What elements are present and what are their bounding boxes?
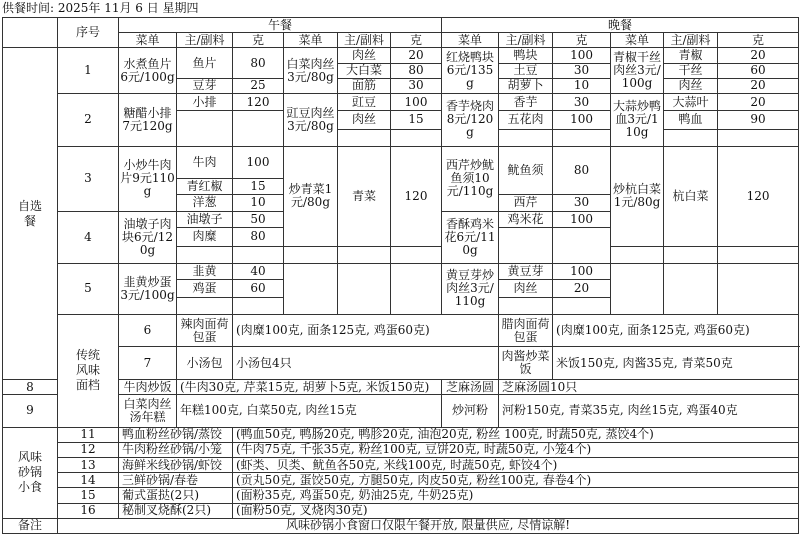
ingredient: 韭黄 xyxy=(177,264,233,280)
ingredient: 鸡蛋 xyxy=(177,280,233,297)
ingredient: 香芋 xyxy=(499,93,553,110)
ingredient: 肉丝 xyxy=(499,280,553,297)
dish-name: 西芹炒鱿鱼须10元/110g xyxy=(442,146,499,211)
row-number: 8 xyxy=(3,379,58,394)
ingredient xyxy=(664,129,718,146)
ingredient: 鸡米花 xyxy=(499,212,553,228)
weight: 20 xyxy=(391,48,442,63)
ingredient: 鸭血 xyxy=(664,111,718,129)
category-chuantong: 传统 风味 面档 xyxy=(58,314,119,427)
column-header: 菜单 xyxy=(284,33,338,48)
row-number: 14 xyxy=(58,473,119,488)
column-header: 克 xyxy=(553,33,611,48)
ingredient: 面筋 xyxy=(338,78,391,93)
dish-name: 糖醋小排7元120g xyxy=(119,93,177,146)
row-number: 3 xyxy=(58,146,119,211)
ingredient: 杭白菜 xyxy=(664,146,718,246)
weight: 50 xyxy=(233,212,284,228)
ingredient: 鸭块 xyxy=(499,48,553,63)
weight: 80 xyxy=(391,63,442,78)
dish-name: 鸭血粉丝砂锅/蒸饺 xyxy=(119,427,233,442)
row-number: 4 xyxy=(58,212,119,264)
dish-detail: (鸭血50克, 鸭肠20克, 鸭胗20克, 油泡20克, 粉丝 100克, 时蔬50克, 蒸饺4个) xyxy=(233,427,799,442)
dish-name: 韭黄炒蛋3元/100g xyxy=(119,264,177,315)
dish-detail: 米饭150克, 肉酱35克, 青菜50克 xyxy=(553,347,799,380)
ingredient: 洋葱 xyxy=(177,194,233,211)
weight: 10 xyxy=(233,194,284,211)
dish-name: 腊肉面荷包蛋 xyxy=(499,314,553,347)
weight xyxy=(233,297,284,314)
row-number: 1 xyxy=(58,48,119,94)
dish-name: 油墩子肉块6元/120g xyxy=(119,212,177,264)
ingredient: 小排 xyxy=(177,93,233,110)
weight: 80 xyxy=(233,48,284,78)
weight: 40 xyxy=(233,264,284,280)
dinner-header: 晚餐 xyxy=(442,18,799,33)
row-number: 15 xyxy=(58,488,119,503)
weight: 100 xyxy=(553,264,611,280)
weight: 100 xyxy=(553,111,611,129)
dish-name: 秘制叉烧酥(2只) xyxy=(119,503,233,518)
row-number: 11 xyxy=(58,427,119,442)
weight xyxy=(233,246,284,263)
dish-name: 白菜肉丝汤年糕 xyxy=(119,395,177,428)
weight xyxy=(553,129,611,146)
dish-name: 香芋烧肉8元/120g xyxy=(442,93,499,146)
weight: 120 xyxy=(391,146,442,246)
row-number: 7 xyxy=(119,347,177,380)
weight: 100 xyxy=(391,93,442,110)
dish-name: 红烧鸭块6元/135g xyxy=(442,48,499,94)
weight xyxy=(553,297,611,314)
weight: 80 xyxy=(233,228,284,246)
column-header: 主/副料 xyxy=(177,33,233,48)
weight: 100 xyxy=(553,48,611,63)
dish-detail: (肉糜100克, 面条125克, 鸡蛋60克) xyxy=(553,314,799,347)
dish-detail: 小汤包4只 xyxy=(233,347,499,380)
ingredient: 西芹 xyxy=(499,194,553,211)
dish-name: 牛肉粉丝砂锅/小笼 xyxy=(119,442,233,457)
dish-name: 肉酱炒菜饭 xyxy=(499,347,553,380)
ingredient: 土豆 xyxy=(499,63,553,78)
ingredient: 大蒜叶 xyxy=(664,93,718,110)
weight: 30 xyxy=(553,93,611,110)
ingredient xyxy=(664,264,718,315)
weight: 15 xyxy=(233,179,284,194)
dish-name: 炒青菜1元/80g xyxy=(284,146,338,246)
ingredient: 鱼片 xyxy=(177,48,233,78)
row-number: 6 xyxy=(119,314,177,347)
ingredient: 豇豆 xyxy=(338,93,391,110)
dish-detail: (面粉35克, 鸡蛋50克, 奶油25克, 牛奶25克) xyxy=(233,488,799,503)
ingredient: 肉丝 xyxy=(338,111,391,129)
dish-name: 炒河粉 xyxy=(442,395,499,428)
dish-detail: (面粉50克, 叉烧肉30克) xyxy=(233,503,799,518)
weight: 25 xyxy=(233,78,284,93)
weight: 100 xyxy=(553,212,611,228)
weight: 100 xyxy=(233,146,284,179)
dish-detail: (贡丸50克, 蛋饺50克, 方腿50克, 肉皮50克, 粉丝100克, 春卷4个) xyxy=(233,473,799,488)
ingredient: 牛肉 xyxy=(177,146,233,179)
weight: 60 xyxy=(718,63,799,78)
row-number: 2 xyxy=(58,93,119,146)
column-header: 序号 xyxy=(58,18,119,48)
column-header: 菜单 xyxy=(611,33,664,48)
ingredient: 青红椒 xyxy=(177,179,233,194)
dish-name: 小炒牛肉片9元110g xyxy=(119,146,177,211)
ingredient xyxy=(338,246,391,263)
dish-name: 海鲜米线砂锅/虾饺 xyxy=(119,458,233,473)
ingredient: 青菜 xyxy=(338,146,391,246)
ingredient xyxy=(177,246,233,263)
dish-name: 牛肉炒饭 xyxy=(119,379,177,394)
weight xyxy=(553,228,611,264)
weight xyxy=(233,111,284,147)
ingredient xyxy=(499,129,553,146)
ingredient: 豆芽 xyxy=(177,78,233,93)
weight: 10 xyxy=(553,78,611,93)
ingredient: 黄豆芽 xyxy=(499,264,553,280)
ingredient: 胡萝卜 xyxy=(499,78,553,93)
dish-detail: (牛肉75克, 千张35克, 粉丝100克, 豆饼20克, 时蔬50克, 小笼4个) xyxy=(233,442,799,457)
dish-name: 大蒜炒鸭血3元/110g xyxy=(611,93,664,146)
ingredient: 鱿鱼须 xyxy=(499,146,553,194)
dish-name: 三鲜砂锅/春卷 xyxy=(119,473,233,488)
weight: 90 xyxy=(718,111,799,129)
category-fengwei: 风味 砂锅 小食 xyxy=(3,427,58,518)
dish-name: 青椒干丝肉丝3元/100g xyxy=(611,48,664,94)
weight: 20 xyxy=(553,280,611,297)
column-header: 克 xyxy=(391,33,442,48)
dish-name: 炒杭白菜1元/80g xyxy=(611,146,664,246)
weight: 30 xyxy=(391,78,442,93)
weight: 20 xyxy=(718,48,799,63)
column-header: 克 xyxy=(233,33,284,48)
weight: 80 xyxy=(553,146,611,194)
ingredient: 干丝 xyxy=(664,63,718,78)
ingredient: 肉丝 xyxy=(338,48,391,63)
column-header: 主/副料 xyxy=(664,33,718,48)
remark-text: 风味砂锅小食窗口仅限午餐开放, 限量供应, 尽情谅解! xyxy=(58,518,799,533)
dish-detail: (肉糜100克, 面条125克, 鸡蛋60克) xyxy=(233,314,499,347)
dish-detail: (虾类、贝类、鱿鱼各50克, 米线100克, 时蔬50克, 虾饺4个) xyxy=(233,458,799,473)
ingredient xyxy=(338,264,391,315)
row-number: 12 xyxy=(58,442,119,457)
dish-name: 芝麻汤圆 xyxy=(442,379,499,394)
weight: 20 xyxy=(718,93,799,110)
weight xyxy=(391,264,442,315)
ingredient: 青椒 xyxy=(664,48,718,63)
ingredient xyxy=(499,228,553,264)
dish-name xyxy=(611,246,664,263)
weight: 30 xyxy=(553,63,611,78)
weight: 30 xyxy=(553,194,611,211)
dish-detail: 年糕100克, 白菜50克, 肉丝15克 xyxy=(177,395,442,428)
menu-table xyxy=(2,17,799,534)
ingredient xyxy=(499,297,553,314)
category-header xyxy=(3,18,58,48)
dish-name: 葡式蛋挞(2只) xyxy=(119,488,233,503)
column-header: 菜单 xyxy=(442,33,499,48)
dish-name xyxy=(611,264,664,315)
dish-detail: 芝麻汤圆10只 xyxy=(499,379,799,394)
weight: 20 xyxy=(718,78,799,93)
ingredient xyxy=(664,246,718,263)
weight xyxy=(391,246,442,263)
column-header: 主/副料 xyxy=(338,33,391,48)
weight xyxy=(718,264,799,315)
weight: 60 xyxy=(233,280,284,297)
row-number: 9 xyxy=(3,395,58,428)
dish-name: 小汤包 xyxy=(177,347,233,380)
dish-name: 豇豆肉丝3元/80g xyxy=(284,93,338,146)
category-beizhu: 备注 xyxy=(3,518,58,533)
dish-name: 黄豆芽炒肉丝3元/110g xyxy=(442,264,499,315)
lunch-header: 午餐 xyxy=(119,18,442,33)
row-number: 13 xyxy=(58,458,119,473)
ingredient xyxy=(177,297,233,314)
column-header: 菜单 xyxy=(119,33,177,48)
dish-name: 辣肉面荷包蛋 xyxy=(177,314,233,347)
dish-name: 水煮鱼片6元/100g xyxy=(119,48,177,94)
service-date: 供餐时间: 2025年 11月 6 日 星期四 xyxy=(2,1,199,15)
weight: 15 xyxy=(391,111,442,129)
dish-name xyxy=(284,264,338,315)
ingredient: 大白菜 xyxy=(338,63,391,78)
dish-detail: (牛肉30克, 芹菜15克, 胡萝卜5克, 米饭150克) xyxy=(177,379,442,394)
dish-name: 白菜肉丝3元/80g xyxy=(284,48,338,94)
ingredient xyxy=(338,129,391,146)
weight xyxy=(718,129,799,146)
category-zixuan: 自选 餐 xyxy=(3,48,58,380)
ingredient: 肉丝 xyxy=(664,78,718,93)
weight: 120 xyxy=(233,93,284,110)
column-header: 克 xyxy=(718,33,799,48)
dish-name xyxy=(284,246,338,263)
ingredient xyxy=(177,111,233,147)
ingredient: 五花肉 xyxy=(499,111,553,129)
dish-detail: 河粉150克, 青菜35克, 肉丝15克, 鸡蛋40克 xyxy=(499,395,799,428)
row-number: 16 xyxy=(58,503,119,518)
ingredient: 油墩子 xyxy=(177,212,233,228)
row-number: 5 xyxy=(58,264,119,315)
ingredient: 肉糜 xyxy=(177,228,233,246)
weight xyxy=(391,129,442,146)
weight: 120 xyxy=(718,146,799,246)
column-header: 主/副料 xyxy=(499,33,553,48)
weight xyxy=(718,246,799,263)
dish-name: 香酥鸡米花6元/110g xyxy=(442,212,499,264)
